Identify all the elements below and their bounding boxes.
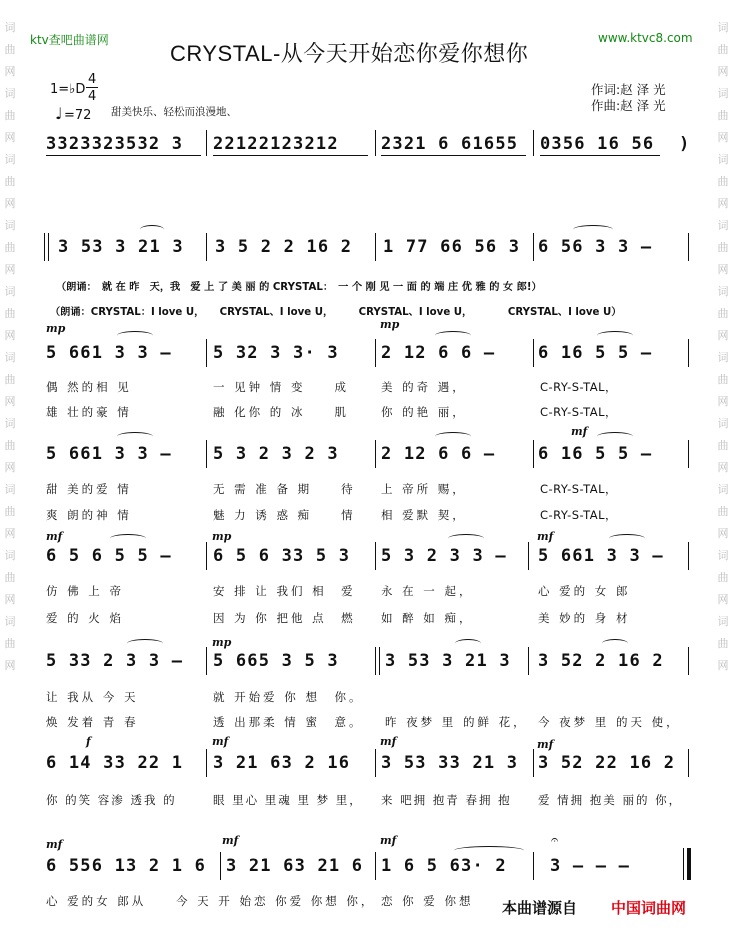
bar-line [528, 542, 529, 570]
measure-3-1: 5 661 3 3 – [46, 343, 172, 363]
bar-line [375, 130, 376, 156]
dynamic-f: f [86, 735, 91, 748]
bar-line [375, 542, 376, 570]
bar-line [206, 542, 207, 570]
measure-5-4: 5 661 3 3 – [538, 546, 664, 566]
bar-line [206, 130, 207, 156]
lyric: 相 爱默 契， [381, 508, 467, 522]
repeat-start-bar [44, 233, 45, 261]
lyric: 昨 夜梦 里 的鲜 花， [385, 715, 528, 729]
bar-line [375, 440, 376, 468]
measure-2-2: 3 5 2 2 16 2 [215, 237, 353, 257]
dynamic-mp: mp [46, 322, 66, 335]
lyric: 因 为 你 把他 点 燃 [213, 611, 356, 625]
bar-line [688, 440, 689, 468]
repeat-end-bar [379, 647, 380, 675]
bar-line [688, 339, 689, 367]
lyric: 你 的艳 丽， [381, 405, 467, 419]
lyric: 仿 佛 上 帝 [46, 584, 124, 598]
bar-line [206, 339, 207, 367]
lyric: 让 我从 今 天 [46, 690, 139, 704]
measure-3-3: 2 12 6 6 – [381, 343, 496, 363]
repeat-end-bar [375, 647, 376, 675]
measure-1-1: 3323323532 3 [46, 134, 184, 154]
lyric: 魅 力 诱 惑 痴 情 [213, 508, 356, 522]
bar-line [533, 130, 534, 156]
measure-4-4: 6 16 5 5 – [538, 444, 653, 464]
lyric: 就 开始爱 你 想 你。 [213, 690, 364, 704]
tie-mark [602, 639, 628, 648]
final-bar-thick [687, 848, 691, 880]
bar-line [220, 852, 221, 880]
dynamic-mf: mf [222, 834, 239, 847]
tie-mark [597, 432, 633, 441]
source-label: 本曲谱源自 [502, 899, 578, 917]
site-link-left[interactable]: ktv查吧曲谱网 [30, 33, 109, 47]
lyric: 永 在 一 起， [381, 584, 474, 598]
bar-line [533, 233, 534, 261]
measure-3-4: 6 16 5 5 – [538, 343, 653, 363]
measure-1-4: 0356 16 56 [540, 134, 655, 154]
dynamic-mf: mf [212, 735, 229, 748]
quarter-note-icon: ♩ [55, 104, 63, 123]
source-site-link[interactable]: 中国词曲网 [611, 899, 687, 917]
bar-line [688, 233, 689, 261]
expression-marking: 甜美快乐、轻松而浪漫地、 [111, 106, 237, 118]
lyric: C-RY-S-TAL， [540, 482, 618, 496]
lyric: C-RY-S-TAL， [540, 508, 618, 522]
tie-mark [597, 331, 633, 340]
lyric: 融 化你 的 冰 肌 [213, 405, 349, 419]
lyric: 今 天 开 始恋 你爱 你想 你， [176, 894, 376, 908]
measure-5-2: 6 5 6 33 5 3 [213, 546, 351, 566]
lyric: 焕 发着 青 春 [46, 715, 139, 729]
dynamic-mp: mp [380, 318, 400, 331]
lyric: 心 爱的女 郎从 [46, 894, 147, 908]
lyricist-credit: 作词:赵 泽 光 [591, 82, 666, 97]
bar-line [533, 852, 534, 880]
lyric: 雄 壮的豪 情 [46, 405, 132, 419]
tie-mark [454, 846, 524, 855]
lyric: 眼 里心 里魂 里 梦 里， [213, 793, 363, 807]
measure-5-3: 5 3 2 3 3 – [381, 546, 507, 566]
measure-1-3: 2321 6 61655 [381, 134, 519, 154]
site-link-right[interactable]: www.ktvc8.com [598, 31, 693, 45]
dynamic-mf: mf [537, 738, 554, 751]
measure-4-1: 5 661 3 3 – [46, 444, 172, 464]
measure-4-3: 2 12 6 6 – [381, 444, 496, 464]
bar-line [533, 339, 534, 367]
dynamic-mf: mf [537, 530, 554, 543]
song-title: CRYSTAL-从今天开始恋你爱你想你 [170, 41, 529, 66]
bar-line [375, 749, 376, 777]
lyric: 恋 你 爱 你想 [381, 894, 474, 908]
tie-mark [448, 534, 484, 543]
tie-mark [117, 432, 153, 441]
underline [46, 155, 201, 156]
lyric: 今 夜梦 里 的天 使， [538, 715, 681, 729]
tie-mark [110, 534, 146, 543]
lyric: 爽 朗的神 情 [46, 508, 132, 522]
tie-mark [573, 225, 613, 234]
lyric: 美 的奇 遇， [381, 380, 467, 394]
dynamic-mp: mp [212, 530, 232, 543]
bar-line [206, 233, 207, 261]
lyric: 一 见钟 情 变 成 [213, 380, 349, 394]
tie-mark [117, 331, 153, 340]
dynamic-mf: mf [380, 834, 397, 847]
lyric: 安 排 让 我们 相 爱 [213, 584, 356, 598]
left-watermark: 词 曲 网 词 曲 网 词 曲 网 词 曲 网 词 曲 网 词 曲 网 词 曲 网 词 曲 网 词 曲 网 词 曲 网 [4, 21, 16, 672]
final-bar-thin [683, 848, 684, 880]
measure-1-2: 22122123212 [213, 134, 339, 154]
tie-mark [435, 331, 471, 340]
lyric: 美 妙的 身 材 [538, 611, 631, 625]
bar-line [375, 339, 376, 367]
measure-6-3: 3 53 3 21 3 [385, 651, 511, 671]
tie-mark [127, 639, 163, 648]
bar-line [206, 440, 207, 468]
bar-line [533, 440, 534, 468]
right-watermark: 词 曲 网 词 曲 网 词 曲 网 词 曲 网 词 曲 网 词 曲 网 词 曲 网 词 曲 网 词 曲 网 词 曲 网 [717, 21, 729, 672]
measure-8-2: 3 21 63 21 6 [226, 856, 364, 876]
bar-line [206, 647, 207, 675]
measure-4-2: 5 3 2 3 2 3 [213, 444, 339, 464]
bar-line [528, 647, 529, 675]
dynamic-mf: mf [380, 735, 397, 748]
dynamic-mf: mf [571, 425, 588, 438]
bar-line [533, 749, 534, 777]
measure-5-1: 6 5 6 5 5 – [46, 546, 172, 566]
lyric: 无 需 准 备 期 待 [213, 482, 356, 496]
underline [381, 155, 526, 156]
underline [213, 155, 368, 156]
measure-7-4: 3 52 22 16 2 [538, 753, 676, 773]
measure-2-3: 1 77 66 56 3 [383, 237, 521, 257]
closing-paren: ) [679, 134, 691, 154]
narration-line-1: （朗诵： 就 在 昨 天，我 爱 上 了 美 丽 的 CRYSTAL： 一 个 刚 见 一 面 的 端 庄 优 雅 的 女 郎!） [56, 282, 542, 293]
narration-line-2: （朗诵：CRYSTAL：I love U， CRYSTAL、I love U， CRYSTAL、I love U， CRYSTAL、I love U） [50, 307, 622, 318]
lyric: 如 醉 如 痴， [381, 611, 474, 625]
measure-6-2: 5 665 3 5 3 [213, 651, 339, 671]
bar-line [375, 852, 376, 880]
tie-mark [140, 225, 164, 234]
tie-mark [435, 432, 471, 441]
dynamic-mf: mf [46, 530, 63, 543]
tempo-marking: =72 [64, 108, 92, 123]
tie-mark [609, 534, 645, 543]
measure-7-1: 6 14 33 22 1 [46, 753, 184, 773]
lyric: 甜 美的爱 情 [46, 482, 132, 496]
bar-line [206, 749, 207, 777]
lyric: 爱 情拥 抱美 丽的 你， [538, 793, 683, 807]
measure-2-1: 3 53 3 21 3 [58, 237, 184, 257]
lyric: 偶 然的相 见 [46, 380, 132, 394]
composer-credit: 作曲:赵 泽 光 [591, 98, 666, 113]
lyric: 上 帝所 赐， [381, 482, 467, 496]
bar-line [375, 233, 376, 261]
lyric: 心 爱的 女 郎 [538, 584, 631, 598]
measure-8-4: 3 – – – [550, 856, 631, 876]
lyric: C-RY-S-TAL， [540, 380, 618, 394]
underline [540, 155, 660, 156]
measure-6-4: 3 52 2 16 2 [538, 651, 664, 671]
measure-2-4: 6 56 3 3 – [538, 237, 653, 257]
bar-line [688, 542, 689, 570]
bar-line [688, 749, 689, 777]
key-signature: 1=♭D [50, 82, 86, 97]
measure-3-2: 5 32 3 3· 3 [213, 343, 339, 363]
measure-6-1: 5 33 2 3 3 – [46, 651, 184, 671]
measure-7-3: 3 53 33 21 3 [381, 753, 519, 773]
tie-mark [455, 639, 481, 648]
lyric: 来 吧拥 抱青 春拥 抱 [381, 793, 512, 807]
repeat-start-bar [48, 233, 49, 261]
measure-7-2: 3 21 63 2 16 [213, 753, 351, 773]
measure-8-3: 1 6 5 63· 2 [381, 856, 507, 876]
time-signature-bottom: 4 [88, 89, 97, 104]
measure-8-1: 6 556 13 2 1 6 [46, 856, 207, 876]
lyric: 你 的笑 容渗 透我 的 [46, 793, 177, 807]
fermata-icon: 𝄐 [551, 833, 559, 848]
lyric: 透 出那柔 情 蜜 意。 [213, 715, 364, 729]
dynamic-mf: mf [46, 838, 63, 851]
bar-line [688, 647, 689, 675]
lyric: 爱 的 火 焰 [46, 611, 124, 625]
time-signature-top: 4 [88, 72, 97, 87]
lyric: C-RY-S-TAL， [540, 405, 618, 419]
dynamic-mp: mp [212, 636, 232, 649]
